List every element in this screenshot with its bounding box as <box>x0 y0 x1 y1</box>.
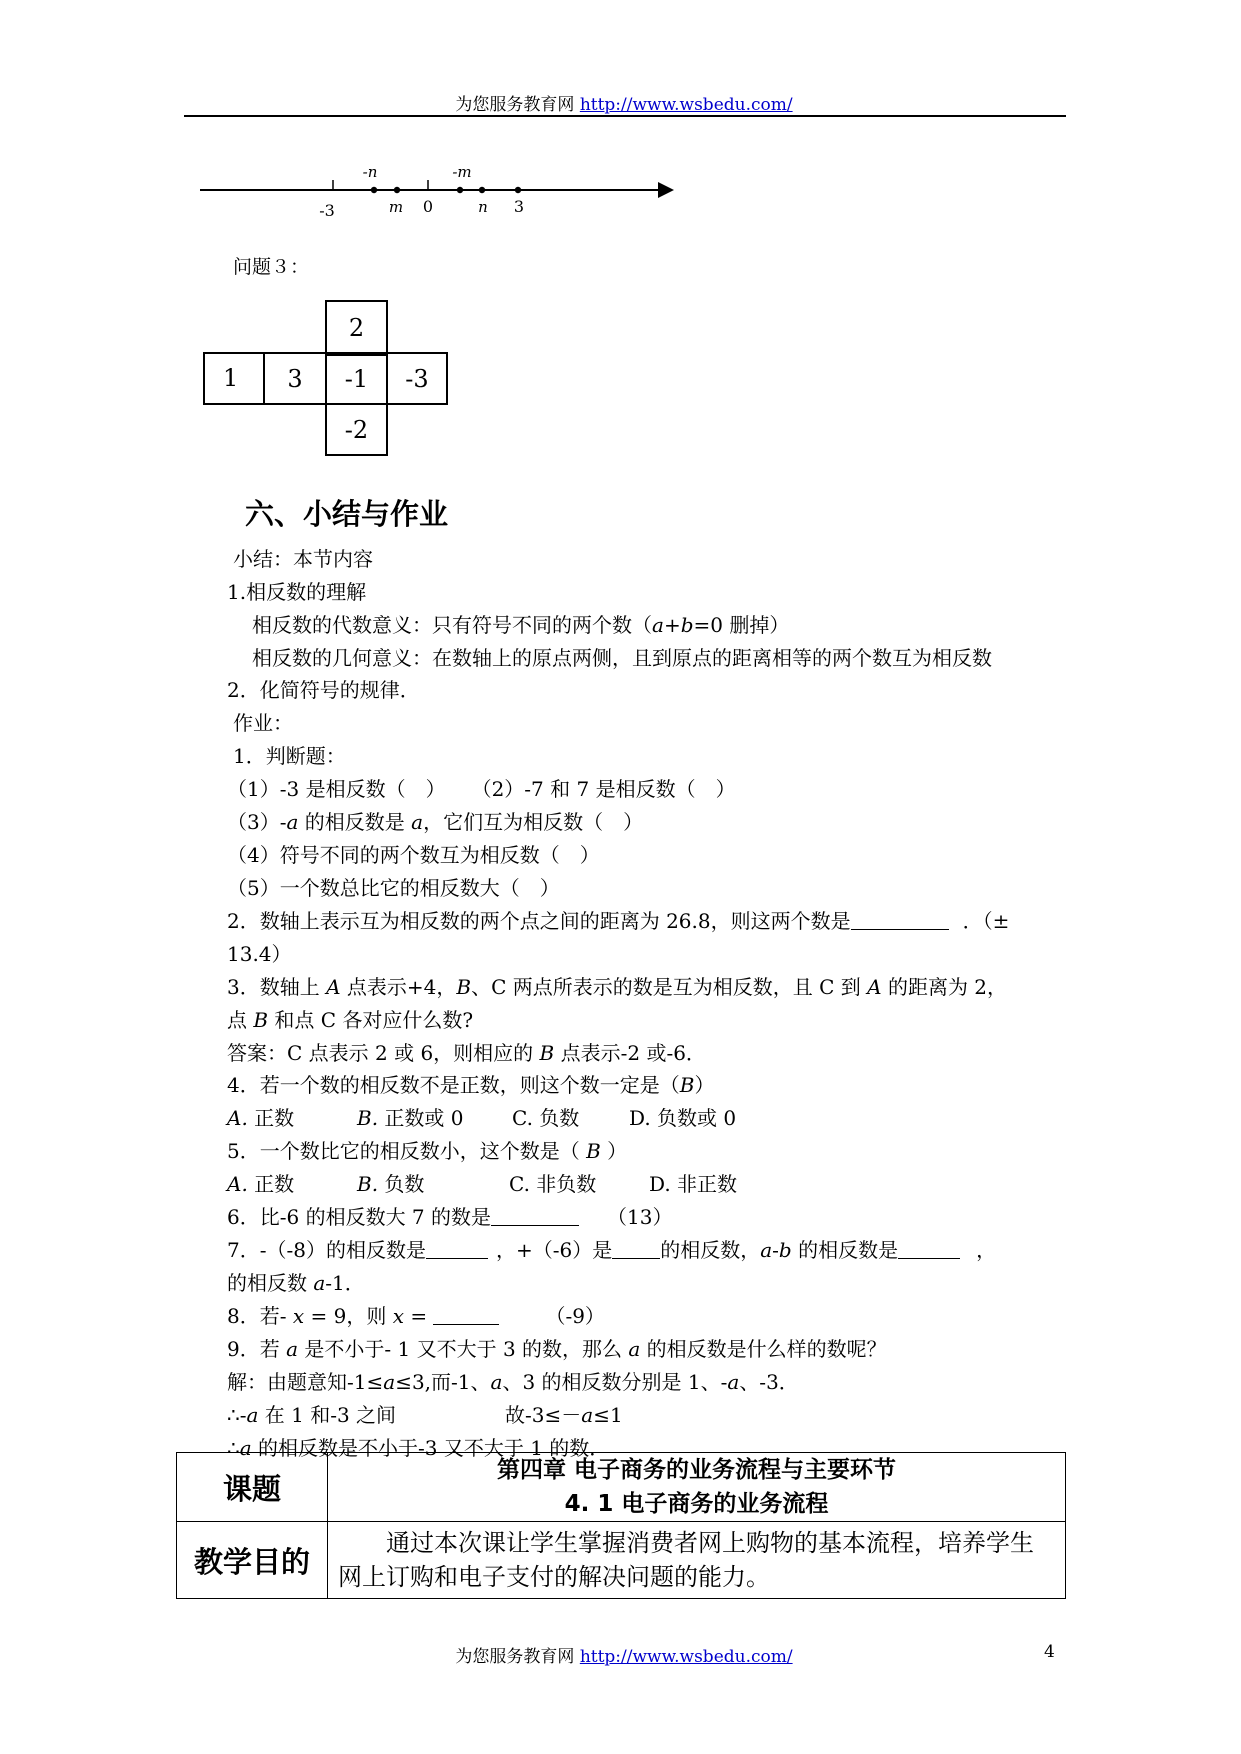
cube-net-cell: -3 <box>386 352 448 405</box>
summary-geometric: 相反数的几何意义：在数轴上的原点两侧，且到原点的距离相等的两个数互为相反数 <box>252 646 992 670</box>
label-0: 0 <box>422 197 434 216</box>
section-title: 六、小结与作业 <box>245 497 449 531</box>
cube-net-cell: 1 <box>203 352 265 405</box>
q4-options: A. 正数 B. 正数或 0 C. 负数 D. 负数或 0 <box>227 1106 737 1130</box>
header-site: 为您服务教育网 <box>455 95 575 115</box>
label-minus-m: -m <box>452 163 472 181</box>
lesson-topic-key: 课题 <box>177 1453 328 1522</box>
cube-net-cell: 2 <box>325 300 388 356</box>
point-m <box>394 187 400 193</box>
q7: 7．-（-8）的相反数是 ，+（-6）是 的相反数，a-b 的相反数是 ， <box>227 1238 997 1262</box>
lesson-aim-value: 通过本次课让学生掌握消费者网上购物的基本流程，培养学生网上订购和电子支付的解决问题的能力。 <box>328 1522 1066 1599</box>
q3-line1: 3．数轴上 A 点表示+4，B、C 两点所表示的数是互为相反数，且 C 到 A 的距离为 2， <box>227 975 1008 999</box>
q5-options: A. 正数 B. 负数 C. 非负数 D. 非正数 <box>227 1172 738 1196</box>
cube-net-cell: 3 <box>263 352 327 405</box>
number-line-arrow <box>658 182 674 198</box>
lesson-table <box>176 1452 1066 1599</box>
q9: 9．若 a 是不小于- 1 又不大于 3 的数，那么 a 的相反数是什么样的数呢？ <box>227 1337 887 1361</box>
label-neg3: -3 <box>319 201 335 220</box>
q2-cont: 13.4） <box>227 942 292 966</box>
lesson-topic-value: 第四章 电子商务的业务流程与主要环节 4. 1 电子商务的业务流程 <box>328 1453 1066 1522</box>
summary-item1: 1.相反数的理解 <box>227 580 367 604</box>
solution-line3: ∴a 的相反数是不小于-3 又不大于 1 的数． <box>227 1436 610 1460</box>
homework-title: 作业： <box>233 711 293 735</box>
problem3-label: 问题３： <box>233 256 310 278</box>
q6: 6．比-6 的相反数大 7 的数是 （13） <box>227 1205 673 1229</box>
point-3 <box>515 187 521 193</box>
cube-net-cell: -2 <box>325 403 388 456</box>
q4: 4．若一个数的相反数不是正数，则这个数一定是（B） <box>227 1073 715 1097</box>
summary-title: 小结：本节内容 <box>233 547 373 571</box>
header-link[interactable]: http://www.wsbedu.com/ <box>579 95 793 115</box>
point-n <box>479 187 485 193</box>
q1-1: （1）-3 是相反数（ ） （2）-7 和 7 是相反数（ ） <box>227 777 736 801</box>
page-footer <box>184 1642 1064 1667</box>
footer-link[interactable]: http://www.wsbedu.com/ <box>579 1647 793 1667</box>
solution-line2: ∴-a 在 1 和-3 之间 故-3≤－a≤1 <box>227 1403 623 1427</box>
point-minus-m <box>457 187 463 193</box>
q1-title: 1．判断题： <box>233 744 346 768</box>
q1-5: （5）一个数总比它的相反数大（ ） <box>227 876 560 900</box>
q3-answer: 答案：C 点表示 2 或 6，则相应的 B 点表示-2 或-6． <box>227 1041 706 1065</box>
page-number: 4 <box>1044 1642 1055 1662</box>
page-header <box>184 90 1064 115</box>
lesson-aim-key: 教学目的 <box>177 1522 328 1599</box>
summary-item2: 2．化简符号的规律． <box>227 678 420 702</box>
q2: 2．数轴上表示互为相反数的两个点之间的距离为 26.8，则这两个数是 ．（± <box>227 909 1010 933</box>
label-minus-n: -n <box>362 163 378 181</box>
q1-4: （4）符号不同的两个数互为相反数（ ） <box>227 843 600 867</box>
q3-line2: 点 B 和点 C 各对应什么数? <box>227 1008 474 1032</box>
label-n: n <box>478 198 488 216</box>
cube-net-cell: -1 <box>325 352 388 405</box>
q1-3: （3）-a 的相反数是 a，它们互为相反数（ ） <box>227 810 644 834</box>
number-line <box>200 160 680 222</box>
solution-line1: 解：由题意知-1≤a≤3,而-1、a、3 的相反数分别是 1、-a、-3． <box>227 1370 799 1394</box>
q8: 8．若- x = 9，则 x = （-9） <box>227 1304 605 1328</box>
footer-site: 为您服务教育网 <box>455 1647 575 1667</box>
label-m: m <box>388 198 404 216</box>
summary-algebraic: 相反数的代数意义：只有符号不同的两个数（a+b=0 删掉） <box>252 613 790 637</box>
q5: 5．一个数比它的相反数小，这个数是（ B ） <box>227 1139 628 1163</box>
point-minus-n <box>371 187 377 193</box>
q7-line2: 的相反数 a-1． <box>227 1271 365 1295</box>
header-rule <box>184 115 1066 117</box>
label-3: 3 <box>513 197 525 216</box>
